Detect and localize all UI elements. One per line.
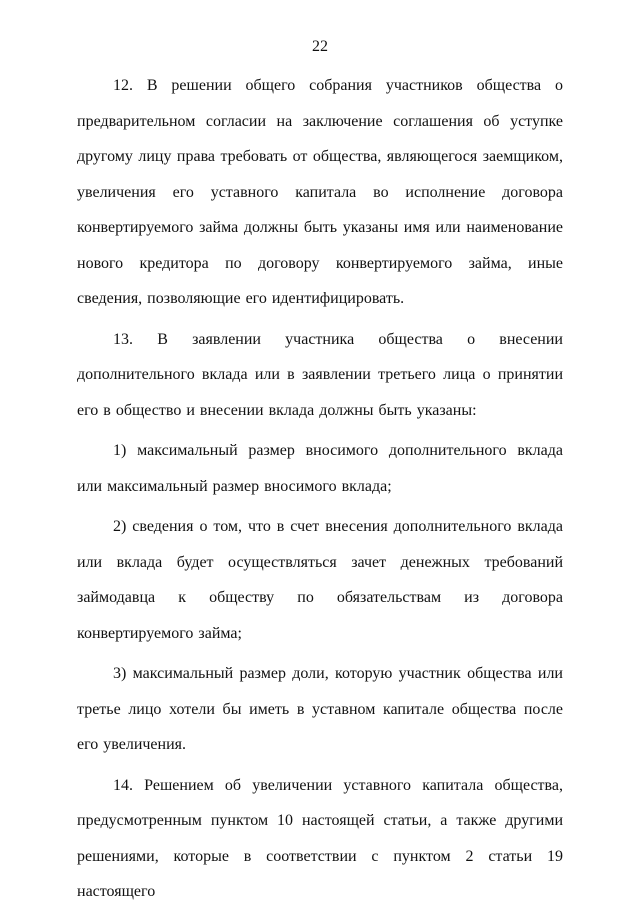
document-body: [77, 68, 563, 915]
paragraph-13-item-2: 2) сведения о том, что в счет внесения дополнительного вклада или вклада будет осуществляться зачет денежных требований займодавца к обществу по обязательствам из договора конвертируемого займа;: [77, 518, 563, 642]
page-number: 22: [312, 38, 328, 55]
paragraph-13-item-3: 3) максимальный размер доли, которую участник общества или третье лицо хотели бы иметь в уставном капитале общества после его увеличения.: [77, 665, 563, 753]
paragraph-13-item-1: 1) максимальный размер вносимого дополнительного вклада или максимальный размер вносимого вклада;: [77, 442, 563, 495]
paragraph-14: 14. Решением об увеличении уставного капитала общества, предусмотренным пунктом 10 настоящей статьи, а также другими решениями, которые в соответствии с пунктом 2 статьи 19 настоящего: [77, 776, 563, 900]
paragraph-12: 12. В решении общего собрания участников общества о предварительном согласии на заключение соглашения об уступке другому лицу права требовать от общества, являющегося заемщиком, увеличения его уставного капитала во исполнение договора конвертируемого займа должны быть указаны имя или наименование нового кредитора по договору конвертируемого займа, иные сведения, позволяющие его идентифицировать.: [77, 77, 563, 307]
paragraph-13: 13. В заявлении участника общества о внесении дополнительного вклада или в заявлении третьего лица о принятии его в общество и внесении вклада должны быть указаны:: [77, 330, 563, 419]
